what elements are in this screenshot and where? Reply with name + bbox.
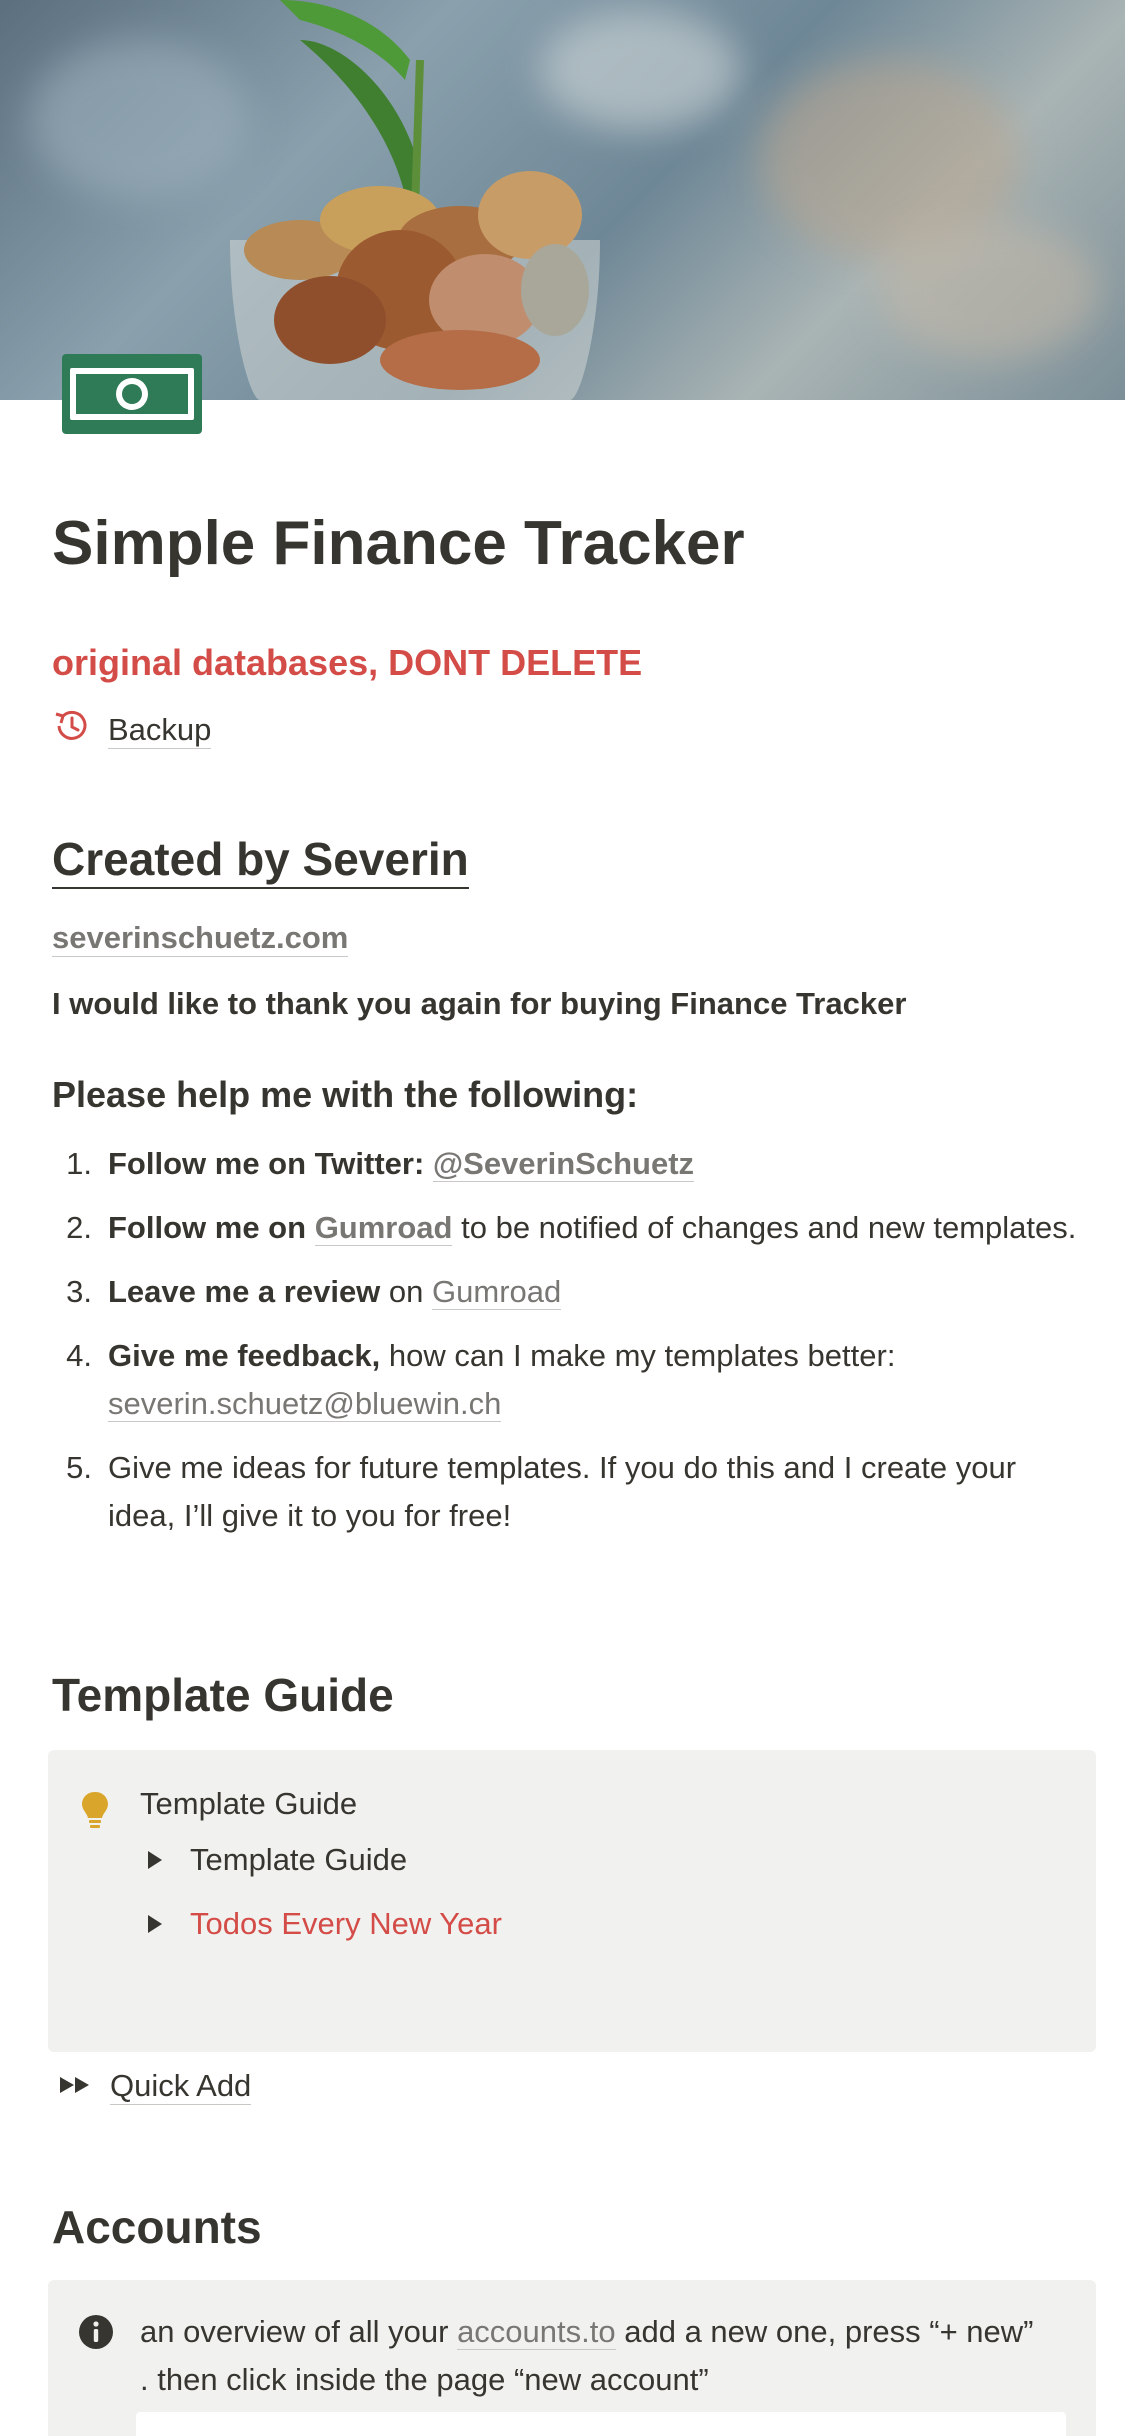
- list-item: 4. Give me feedback, how can I make my templates better: severin.schuetz@bluewin.ch: [66, 1338, 896, 1421]
- quick-add-link[interactable]: [58, 2068, 251, 2105]
- backup-link[interactable]: [52, 706, 211, 754]
- fast-forward-icon: [58, 2069, 94, 2105]
- list-item: 3. Leave me a review on Gumroad: [66, 1274, 562, 1309]
- help-list: [52, 1140, 1082, 1556]
- list-item: 2. Follow me on Gumroad to be notified of changes and new templates.: [66, 1210, 1077, 1245]
- email-link[interactable]: severin.schuetz@bluewin.ch: [108, 1386, 502, 1421]
- toggle-triangle-icon[interactable]: [148, 1915, 162, 1933]
- toggle-triangle-icon[interactable]: [148, 1851, 162, 1869]
- info-icon: [78, 2314, 112, 2354]
- quick-add-label[interactable]: Quick Add: [110, 2068, 252, 2103]
- toggle-todos-every-new-year[interactable]: Todos Every New Year: [148, 1906, 502, 1942]
- embedded-block: [136, 2412, 1066, 2436]
- list-item: 5. Give me ideas for future templates. If you do this and I create your idea, I’ll give it to you for free!: [66, 1450, 1017, 1533]
- help-heading: Please help me with the following:: [52, 1074, 639, 1115]
- created-by-heading[interactable]: Created by Severin: [52, 832, 469, 889]
- page-title: Simple Finance Tracker: [52, 509, 745, 578]
- warning-text: original databases, DONT DELETE: [52, 642, 643, 683]
- gumroad-review-link[interactable]: Gumroad: [432, 1274, 562, 1309]
- page-cover-image[interactable]: [0, 0, 1125, 400]
- thanks-text: I would like to thank you again for buying Finance Tracker: [52, 986, 907, 1021]
- toggle-template-guide[interactable]: Template Guide: [148, 1842, 407, 1878]
- accounts-link[interactable]: accounts.to: [457, 2314, 616, 2349]
- twitter-link[interactable]: @SeverinSchuetz: [432, 1146, 695, 1181]
- money-bill-icon[interactable]: [62, 354, 202, 434]
- template-guide-callout: [48, 1750, 1096, 2052]
- template-guide-heading: Template Guide: [52, 1669, 394, 1721]
- list-item: 1. Follow me on Twitter: @SeverinSchuetz: [66, 1146, 695, 1181]
- accounts-heading: Accounts: [52, 2201, 262, 2253]
- backup-label[interactable]: Backup: [108, 711, 212, 747]
- gumroad-link[interactable]: Gumroad: [314, 1210, 453, 1245]
- callout-title: Template Guide: [140, 1786, 358, 1821]
- lightbulb-icon: [78, 1790, 112, 1830]
- website-link[interactable]: severinschuetz.com: [52, 920, 349, 955]
- accounts-callout: [48, 2280, 1096, 2436]
- accounts-callout-text: an overview of all your accounts.to add a new one, press “+ new” . then click inside the page “new account”: [140, 2314, 1034, 2397]
- history-clock-icon: [52, 706, 92, 754]
